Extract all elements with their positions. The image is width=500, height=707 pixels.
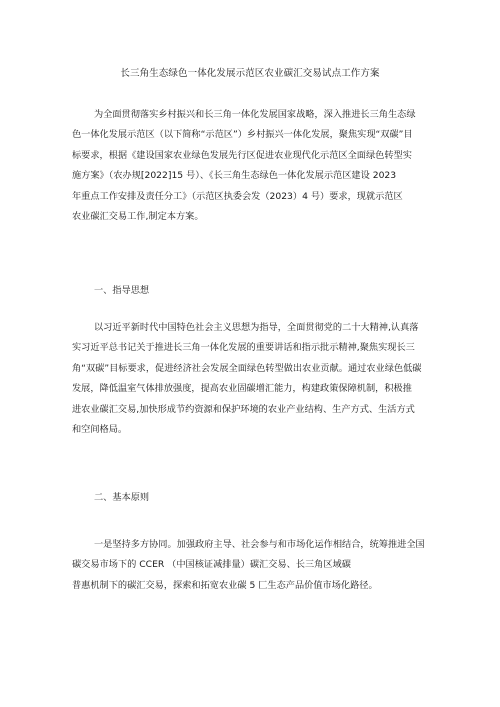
document-title: 长三角生态绿色一体化发展示范区农业碳汇交易试点工作方案	[120, 68, 380, 79]
paragraph-line: 实习近平总书记关于推进长三角一体化发展的重要讲话和指示批示精神,聚焦实现长三	[72, 342, 415, 354]
paragraph-line: 一是坚持多方协同。加强政府主导、社会参与和市场化运作相结合，统筹推进全国	[94, 539, 425, 550]
paragraph-line: 进农业碳汇交易,加快形成节约资源和保护环境的农业产业结构、生产方式、生活方式	[72, 403, 415, 415]
paragraph-line: 色一体化发展示范区（以下简称“示范区”）乡村振兴一体化发展，聚焦实现“双碳”目	[72, 129, 413, 141]
paragraph-line: 和空间格局。	[72, 424, 128, 436]
basic-principles-paragraph	[72, 535, 434, 596]
paragraph-line: 发展，降低温室气体排放强度，提高农业固碳增汇能力，构建政策保障机制，积极推	[72, 383, 412, 395]
paragraph-line: 角“双碳”目标要求，促进经济社会发展全面绿色转型做出农业贡献。通过农业绿色低碳	[72, 362, 422, 374]
guiding-ideology-paragraph	[72, 318, 434, 440]
paragraph-line: 农业碳汇交易工作,制定本方案。	[72, 211, 204, 223]
paragraph-line: 年重点工作安排及责任分工》（示范区执委会发（2023）4 号）要求，现就示范区	[72, 190, 403, 202]
paragraph-line: 施方案》（农办规[2022]15 号）、《长三角生态绿色一体化发展示范区建设 2023	[72, 170, 397, 182]
paragraph-line: 普惠机制下的碳汇交易，探索和拓宽农业碳 5 匚生态产品价值市场化路径。	[72, 579, 378, 591]
paragraph-line: 以习近平新时代中国特色社会主义思想为指导，全面贯彻党的二十大精神,认真落	[94, 322, 419, 333]
paragraph-line: 标要求，根据《建设国家农业绿色发展先行区促进农业现代化示范区全面绿色转型实	[72, 149, 412, 161]
paragraph-line: 为全面贯彻落实乡村振兴和长三角一体化发展国家战略，深入推进长三角生态绿	[94, 109, 416, 120]
section-heading-basic-principles: 二、基本原则	[94, 492, 150, 503]
paragraph-line: 碳交易市场下的 CCER （中国核证减排量）碳汇交易、长三角区域碳	[72, 559, 351, 571]
section-heading-guiding-ideology: 一、指导思想	[94, 285, 150, 296]
intro-paragraph	[72, 105, 434, 227]
